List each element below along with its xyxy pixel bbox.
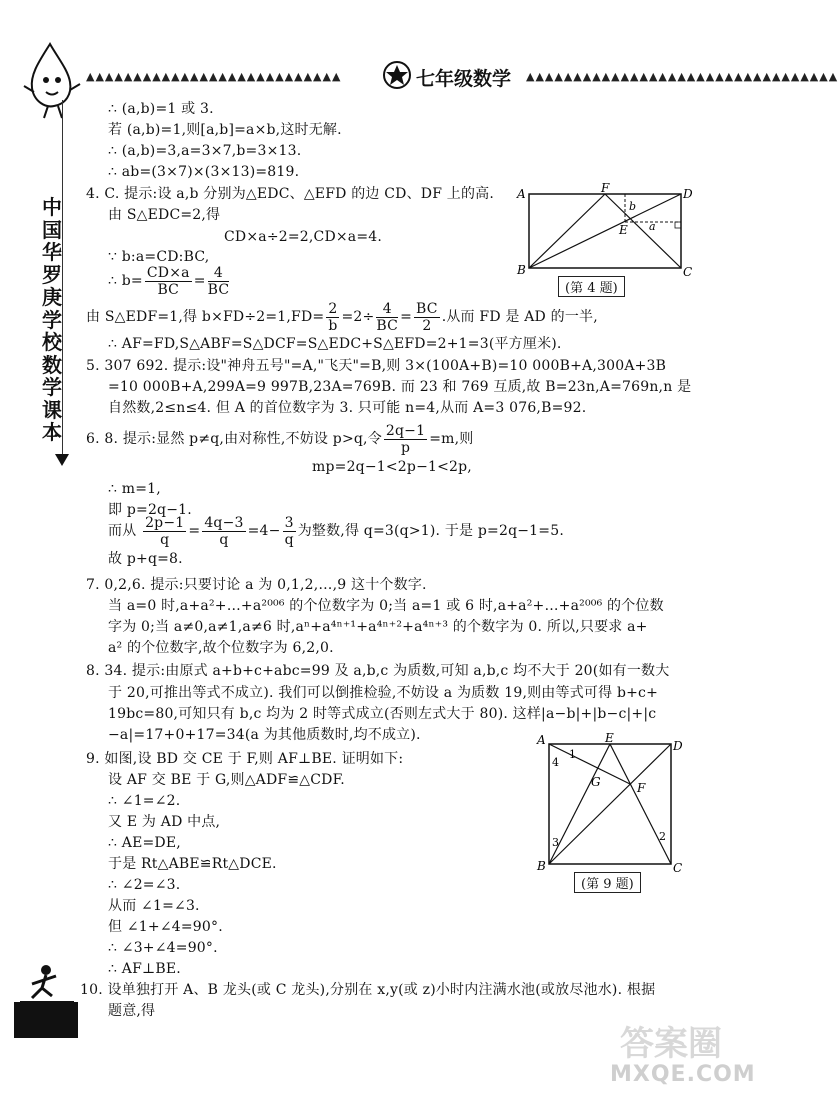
label-c: C bbox=[683, 265, 693, 279]
fraction bbox=[384, 423, 427, 456]
numerator: 3 bbox=[284, 514, 294, 531]
text-line: 题意,得 bbox=[108, 1003, 156, 1019]
mascot-drop-icon bbox=[20, 40, 90, 120]
text-line: 即 p=2q−1. bbox=[108, 502, 192, 518]
formula-mid: =2÷ bbox=[341, 309, 375, 325]
fraction bbox=[145, 265, 192, 298]
fraction bbox=[326, 301, 339, 334]
fraction bbox=[376, 301, 398, 334]
text-line: 由 S△EDC=2,得 bbox=[108, 207, 221, 223]
text-line: ∴ ab=(3×7)×(3×13)=819. bbox=[108, 164, 300, 180]
text-line: 4. C. 提示:设 a,b 分别为△EDC、△EFD 的边 CD、DF 上的高. bbox=[86, 186, 495, 202]
label-f: F bbox=[637, 781, 646, 795]
text-line: ∴ AF=FD,S△ABF=S△DCF=S△EDC+S△EFD=2+1=3(平方厘米). bbox=[108, 336, 562, 352]
series-char: 国 bbox=[42, 217, 62, 242]
formula-b bbox=[108, 264, 231, 298]
label-b: B bbox=[517, 263, 526, 277]
label-height-a: a bbox=[649, 220, 656, 233]
label-a: A bbox=[537, 733, 546, 747]
series-char: 本 bbox=[42, 420, 62, 444]
fraction bbox=[202, 515, 245, 548]
series-char: 罗 bbox=[42, 262, 62, 287]
label-b: B bbox=[537, 859, 546, 873]
line-bd bbox=[529, 194, 681, 268]
fraction bbox=[283, 515, 296, 548]
denominator: BC bbox=[207, 281, 230, 298]
equals: = bbox=[193, 273, 206, 289]
text-line: ∴ (a,b)=1 或 3. bbox=[108, 101, 214, 117]
series-char: 中 bbox=[42, 195, 62, 219]
text-line: 7. 0,2,6. 提示:只要讨论 a 为 0,1,2,…,9 这十个数字. bbox=[86, 577, 427, 593]
text-line: −a|=17+0+17=34(a 为其他质数时,均不成立). bbox=[108, 727, 421, 743]
text-line: 字为 0;当 a≠0,a≠1,a≠6 时,aⁿ+a⁴ⁿ⁺¹+a⁴ⁿ⁺²+a⁴ⁿ⁺³ 的个数字为 0. 所以,只要求 a+ bbox=[108, 619, 648, 635]
angle-1-label: 1 bbox=[569, 748, 576, 761]
line-af bbox=[549, 744, 630, 784]
right-angle-mark bbox=[675, 222, 681, 228]
series-char: 华 bbox=[42, 240, 62, 264]
label-e: E bbox=[619, 223, 628, 237]
page-header bbox=[86, 64, 838, 90]
series-char: 学 bbox=[42, 375, 62, 399]
label-e: E bbox=[605, 731, 614, 745]
text-line: 9. 如图,设 BD 交 CE 于 F,则 AF⊥BE. 证明如下: bbox=[86, 751, 404, 767]
fraction bbox=[414, 301, 440, 334]
page-title: 七年级数学 bbox=[416, 68, 512, 90]
angle-3-label: 3 bbox=[552, 836, 559, 849]
line-bf bbox=[529, 194, 605, 268]
text-line: 但 ∠1+∠4=90°. bbox=[108, 919, 223, 935]
text-line: ∴ m=1, bbox=[108, 481, 161, 497]
formula-suffix: =m,则 bbox=[429, 431, 474, 447]
label-a: A bbox=[517, 187, 526, 201]
angle-2-label: 2 bbox=[659, 830, 666, 843]
text-line: 若 (a,b)=1,则[a,b]=a×b,这时无解. bbox=[108, 122, 342, 138]
line-ec bbox=[610, 744, 671, 864]
numerator: 4 bbox=[208, 265, 230, 282]
text-line: 8. 34. 提示:由原式 a+b+c+abc=99 及 a,b,c 为质数,可知 a,b,c 均不大于 20(如有一数大 bbox=[86, 663, 670, 679]
angle-4-label: 4 bbox=[552, 756, 559, 769]
label-d: D bbox=[673, 739, 683, 753]
text-line: ∴ ∠1=∠2. bbox=[108, 793, 181, 809]
text-line: =10 000B+A,299A=9 997B,23A=769B. 而 23 和 769 互质,故 B=23n,A=769n,n 是 bbox=[108, 379, 692, 395]
label-c: C bbox=[673, 861, 683, 875]
text-line: 设 AF 交 BE 于 G,则△ADF≌△CDF. bbox=[108, 772, 345, 788]
formula-6 bbox=[86, 422, 473, 456]
series-char: 数 bbox=[42, 352, 62, 377]
label-g: G bbox=[591, 775, 601, 789]
series-char: 庚 bbox=[42, 285, 62, 309]
line-fc bbox=[605, 194, 681, 268]
numerator: 4q−3 bbox=[204, 514, 244, 531]
text-line: mp=2q−1<2p−1<2p, bbox=[312, 459, 472, 475]
equals: = bbox=[188, 523, 201, 539]
equals: =4− bbox=[247, 523, 281, 539]
text-line: 于 20,可推出等式不成立). 我们可以倒推检验,不妨设 a 为质数 19,则由等式可得 b+c+ bbox=[108, 685, 659, 701]
numerator: 2p−1 bbox=[145, 514, 185, 531]
text-line: 于是 Rt△ABE≌Rt△DCE. bbox=[108, 856, 277, 872]
text-line: a² 的个位数字,故个位数字为 6,2,0. bbox=[108, 640, 334, 656]
denominator: q bbox=[160, 531, 170, 548]
medal-icon bbox=[382, 60, 412, 90]
numerator: BC bbox=[416, 300, 438, 317]
watermark-logo: 答案圈 bbox=[620, 1024, 722, 1064]
series-title bbox=[40, 196, 64, 444]
text-line: 又 E 为 AD 中点, bbox=[108, 814, 221, 830]
denominator: p bbox=[400, 439, 411, 456]
denominator: q bbox=[219, 531, 229, 548]
numerator: CD×a bbox=[146, 264, 190, 281]
denominator: q bbox=[284, 531, 294, 548]
text-line: CD×a÷2=2,CD×a=4. bbox=[224, 229, 383, 245]
numerator: 2 bbox=[328, 300, 338, 317]
formula-prefix: 由 S△EDF=1,得 b×FD÷2=1,FD= bbox=[86, 309, 325, 325]
watermark-url: MXQE.COM bbox=[610, 1062, 756, 1087]
formula-suffix: .从而 FD 是 AD 的一半, bbox=[441, 309, 598, 325]
numerator: 4 bbox=[376, 301, 398, 318]
series-char: 学 bbox=[42, 307, 62, 332]
arrow-down-icon bbox=[54, 452, 70, 468]
formula-prefix: 6. 8. 提示:显然 p≠q,由对称性,不妨设 p>q,令 bbox=[86, 431, 382, 447]
formula-prefix: ∴ b= bbox=[108, 273, 143, 289]
text-line: 故 p+q=8. bbox=[108, 551, 183, 567]
figure-4-diagram bbox=[515, 182, 695, 282]
fraction bbox=[143, 515, 186, 548]
numerator: 2q−1 bbox=[385, 422, 426, 439]
text-line: 5. 307 692. 提示:设"神舟五号"=A,"飞天"=B,则 3×(100A+B)=10 000B+A,300A+3B bbox=[86, 358, 667, 374]
text-line: ∴ ∠2=∠3. bbox=[108, 877, 181, 893]
label-height-b: b bbox=[629, 200, 637, 213]
denominator: 2 bbox=[422, 317, 432, 334]
text-line: 19bc=80,可知只有 b,c 均为 2 时等式成立(否则左式大于 80). 这样|a−b|+|b−c|+|c bbox=[108, 706, 657, 722]
formula-suffix: 为整数,得 q=3(q>1). 于是 p=2q−1=5. bbox=[297, 523, 564, 539]
line-bd bbox=[549, 744, 671, 864]
figure-9-caption: (第 9 题) bbox=[574, 872, 641, 893]
text-line: 自然数,2≤n≤4. 但 A 的首位数字为 3. 只可能 n=4,从而 A=3 076,B=92. bbox=[108, 400, 587, 416]
label-d: D bbox=[683, 187, 693, 201]
header-deco-right: ▲▲▲▲▲▲▲▲▲▲▲▲▲▲▲▲▲▲▲▲▲▲▲▲▲▲▲▲▲▲▲▲▲ bbox=[526, 70, 838, 83]
text-line: ∴ AF⊥BE. bbox=[108, 961, 181, 977]
equals: = bbox=[400, 309, 413, 325]
text-line: ∴ AE=DE, bbox=[108, 835, 181, 851]
denominator: b bbox=[328, 317, 338, 334]
denominator: BC bbox=[157, 281, 180, 298]
series-char: 课 bbox=[42, 397, 62, 422]
header-deco-left: ▲▲▲▲▲▲▲▲▲▲▲▲▲▲▲▲▲▲▲▲▲▲▲▲▲▲▲ bbox=[86, 70, 342, 83]
figure-4-caption: (第 4 题) bbox=[558, 276, 625, 297]
text-line: 从而 ∠1=∠3. bbox=[108, 898, 200, 914]
text-line: ∴ ∠3+∠4=90°. bbox=[108, 940, 218, 956]
formula-6b bbox=[108, 514, 564, 548]
text-line: 10. 设单独打开 A、B 龙头(或 C 龙头),分别在 x,y(或 z)小时内注满水池(或放尽池水). 根据 bbox=[80, 982, 656, 998]
text-line: ∵ b:a=CD:BC, bbox=[108, 249, 210, 265]
page-footer-block bbox=[14, 1002, 78, 1038]
label-f: F bbox=[601, 181, 610, 195]
text-line: 当 a=0 时,a+a²+…+a²⁰⁰⁶ 的个位数字为 0;当 a=1 或 6 时,a+a²+…+a²⁰⁰⁶ 的个位数 bbox=[108, 598, 664, 614]
formula-fd bbox=[86, 300, 598, 334]
formula-prefix: 而从 bbox=[108, 523, 137, 539]
figure-9-diagram bbox=[535, 732, 690, 874]
series-char: 校 bbox=[42, 330, 62, 354]
denominator: BC bbox=[376, 317, 399, 334]
fraction bbox=[208, 265, 230, 298]
text-line: ∴ (a,b)=3,a=3×7,b=3×13. bbox=[108, 143, 302, 159]
runner-icon bbox=[16, 962, 76, 1004]
